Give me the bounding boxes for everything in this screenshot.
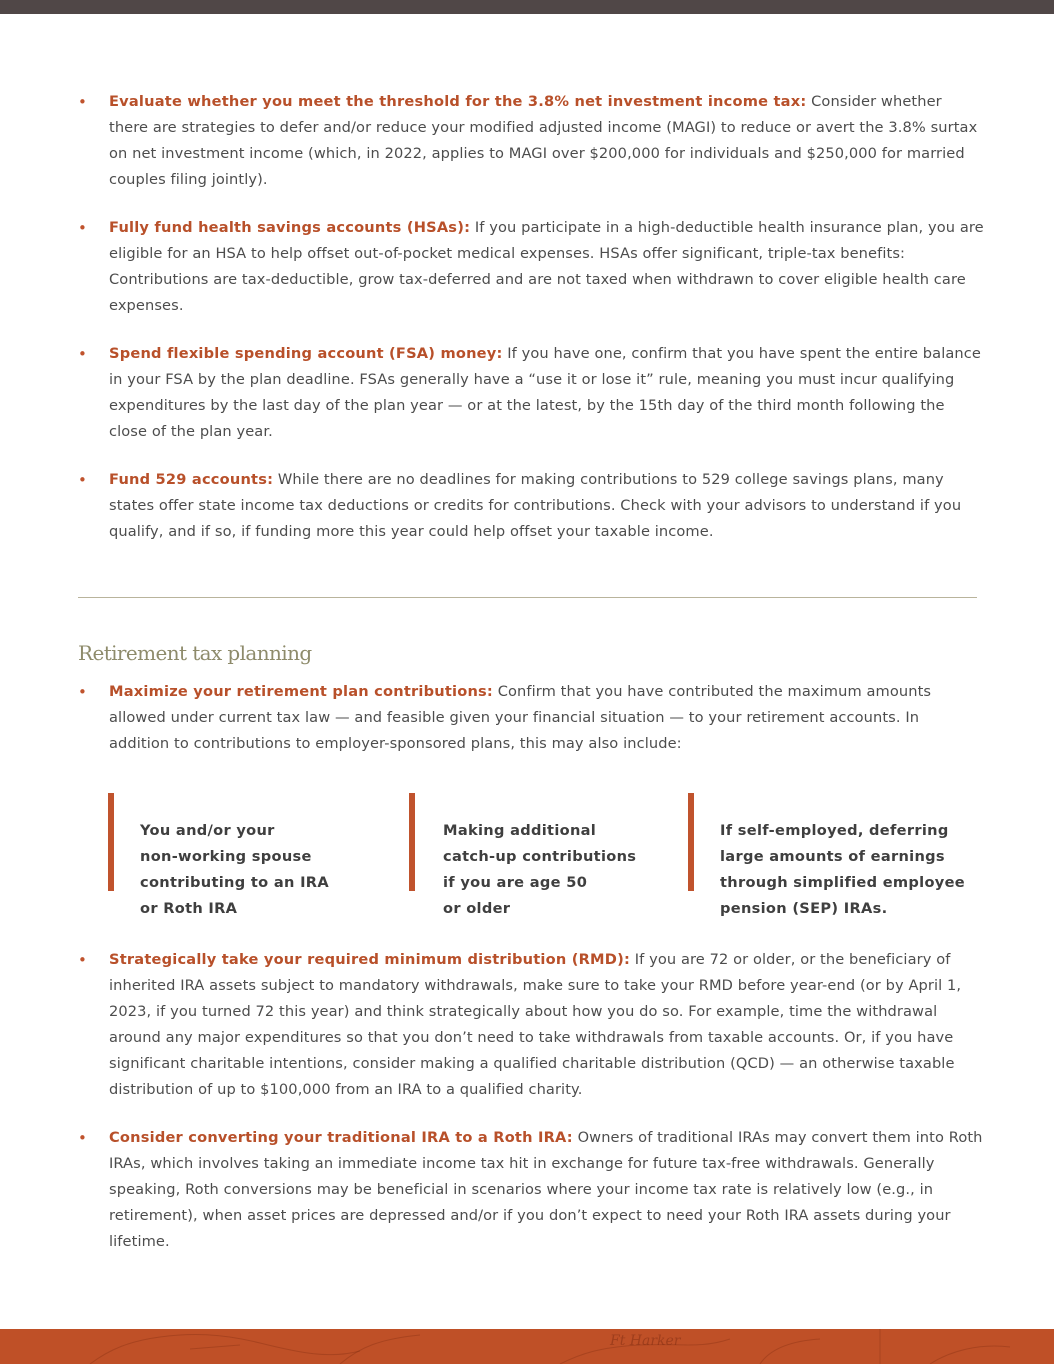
section-heading: Retirement tax planning — [78, 641, 312, 665]
bullet-dot-icon: • — [78, 683, 87, 701]
bullet-flexible-spending-account — [78, 341, 984, 445]
callout-sep-ira — [688, 793, 978, 917]
bullet-health-savings-accounts — [78, 215, 984, 319]
bullet-lead: Spend flexible spending account (FSA) money: — [109, 345, 503, 362]
map-label: Ft Harker — [610, 1333, 681, 1349]
bullet-lead: Strategically take your required minimum distribution (RMD): — [109, 951, 630, 968]
bullet-text: If you have one, confirm that you have spent the entire balance in your FSA by the plan deadline. FSAs generally have a “use it or lose it” rule, meaning you must incur qualifying expenditures by the last day of the plan year — or at the latest, by the 15th day of the third month following the close of the plan year. — [109, 345, 981, 440]
bullet-lead: Consider converting your traditional IRA to a Roth IRA: — [109, 1129, 573, 1146]
section-divider — [78, 597, 977, 598]
bullet-text: If you are 72 or older, or the beneficiary of inherited IRA assets subject to mandatory withdrawals, make sure to take your RMD before year-end (or by April 1, 2023, if you turned 72 this year) and think strategically about how you do so. For example, time the withdrawal around any major expenditures so that you don’t need to take withdrawals from taxable accounts. Or, if you have significant charitable intentions, consider making a qualified charitable distribution (QCD) — an otherwise taxable distribution of up to $100,000 from an IRA to a qualified charity. — [109, 951, 962, 1098]
bullet-text: If you participate in a high-deductible health insurance plan, you are eligible for an HSA to help offset out-of-pocket medical expenses. HSAs offer significant, triple-tax benefits: Contributions are tax-deductible, grow tax-deferred and are not taxed when withdrawn to cover eligible health care expenses. — [109, 219, 984, 314]
map-texture-icon — [0, 1329, 1054, 1364]
bullet-text: Consider whether there are strategies to defer and/or reduce your modified adjusted income (MAGI) to reduce or avert the 3.8% surtax on net investment income (which, in 2022, applies to MAGI over $200,000 for individuals and $250,000 for married couples filing jointly). — [109, 93, 978, 188]
bullet-text: While there are no deadlines for making contributions to 529 college savings plans, many states offer state income tax deductions or credits for contributions. Check with your advisors to understand if you qualify, and if so, if funding more this year could help offset your taxable income. — [109, 471, 962, 540]
bullet-lead: Fully fund health savings accounts (HSAs): — [109, 219, 471, 236]
bullet-dot-icon: • — [78, 345, 87, 363]
bullet-dot-icon: • — [78, 93, 87, 111]
callout-ira-spouse — [108, 793, 368, 917]
top-bar — [0, 0, 1054, 14]
footer-map-band — [0, 1329, 1054, 1364]
bullet-dot-icon: • — [78, 219, 87, 237]
bullet-529-accounts — [78, 467, 984, 545]
bullet-dot-icon: • — [78, 471, 87, 489]
callout-catch-up — [409, 793, 659, 917]
callout-text: If self-employed, deferring large amounts of earnings through simplified employee pension (SEP) IRAs. — [720, 822, 966, 917]
bullet-net-investment-income-tax — [78, 89, 984, 193]
bullet-dot-icon: • — [78, 951, 87, 969]
bullet-text: Owners of traditional IRAs may convert them into Roth IRAs, which involves taking an immediate income tax hit in exchange for future tax-free withdrawals. Generally speaking, Roth conversions may be beneficial in scenarios where your income tax rate is relatively low (e.g., in retirement), when asset prices are depressed and/or if you don’t expect to need your Roth IRA assets during your lifetime. — [109, 1129, 983, 1250]
contribution-callouts — [108, 796, 978, 917]
callout-text: You and/or your non-working spouse contributing to an IRA or Roth IRA — [140, 822, 329, 917]
bullet-dot-icon: • — [78, 1129, 87, 1147]
callout-text: Making additional catch-up contributions if you are age 50 or older — [443, 822, 637, 917]
bullet-lead: Fund 529 accounts: — [109, 471, 274, 488]
bullet-retirement-contributions — [78, 679, 984, 757]
bullet-text: Confirm that you have contributed the maximum amounts allowed under current tax law — and feasible given your financial situation — to your retirement accounts. In addition to contributions to employer-sponsored plans, this may also include: — [109, 683, 932, 752]
bullet-lead: Evaluate whether you meet the threshold for the 3.8% net investment income tax: — [109, 93, 807, 110]
bullet-roth-conversion — [78, 1125, 984, 1255]
retirement-bullet-list — [78, 679, 984, 757]
tax-bullet-list — [78, 89, 984, 545]
bullet-rmd — [78, 947, 984, 1103]
rmd-roth-bullet-list — [78, 947, 984, 1255]
bullet-lead: Maximize your retirement plan contributions: — [109, 683, 493, 700]
